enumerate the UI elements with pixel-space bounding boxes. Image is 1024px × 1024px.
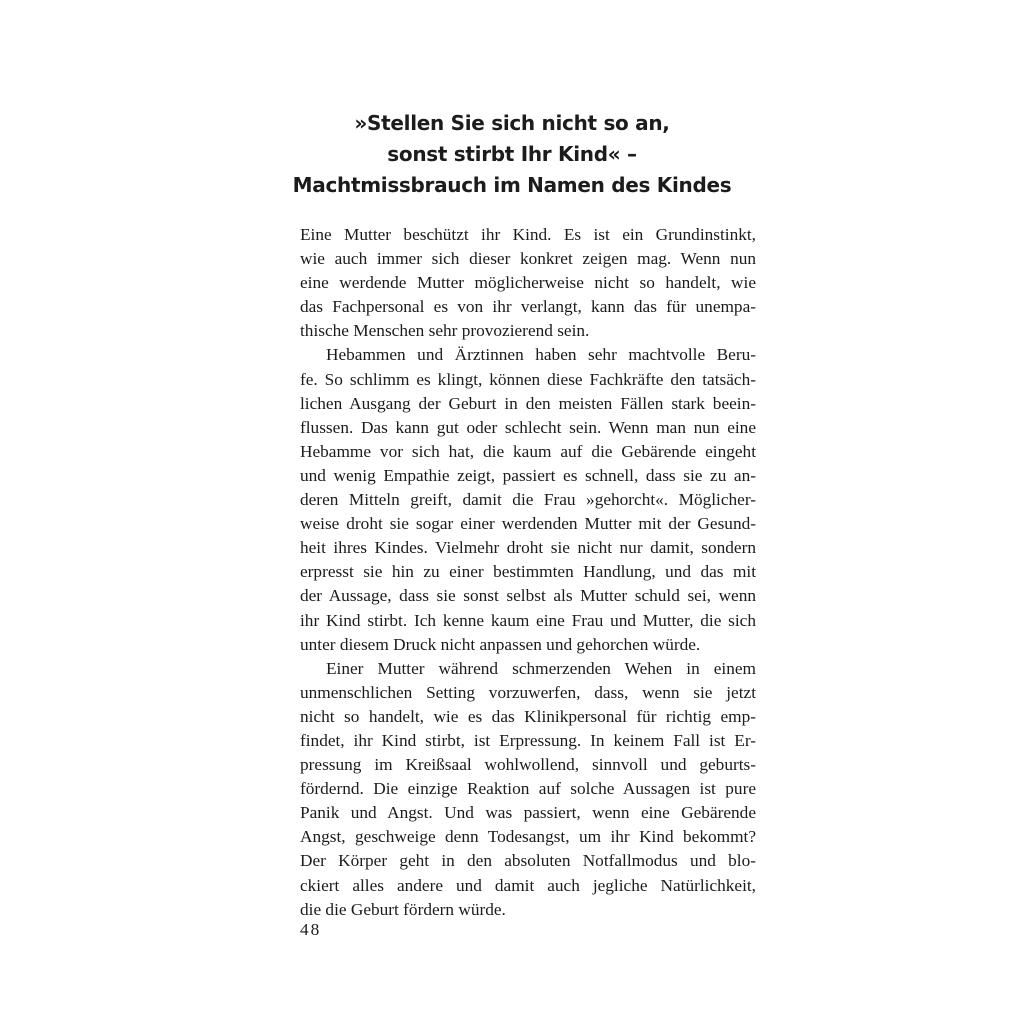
text-line: Angst, geschweige denn Todesangst, um ihr Kind bekommt? [300, 827, 756, 847]
text-line: pressung im Kreißsaal wohlwollend, sinnvoll und geburts- [300, 755, 756, 775]
text-line: wie auch immer sich dieser konkret zeigen mag. Wenn nun [300, 249, 756, 269]
text-line: deren Mitteln greift, damit die Frau »gehorcht«. Möglicher- [300, 490, 756, 510]
chapter-heading-line-1: »Stellen Sie sich nicht so an, [354, 111, 670, 135]
text-line: flussen. Das kann gut oder schlecht sein. Wenn man nun eine [300, 417, 756, 437]
chapter-heading-line-3: Machtmissbrauch im Namen des Kindes [292, 173, 732, 197]
text-line: Eine Mutter beschützt ihr Kind. Es ist ein Grundinstinkt, [300, 225, 756, 244]
text-line: erpresst sie hin zu einer bestimmten Handlung, und das mit [300, 562, 756, 582]
text-line: weise droht sie sogar einer werdenden Mutter mit der Gesund- [300, 514, 756, 534]
text-line: fe. So schlimm es klingt, können diese Fachkräfte den tatsäch- [300, 369, 756, 389]
text-line: ckiert alles andere und damit auch jegliche Natürlichkeit, [300, 875, 756, 895]
text-line: nicht so handelt, wie es das Klinikpersonal für richtig emp- [300, 706, 756, 726]
text-line: Einer Mutter während schmerzenden Wehen in einem [326, 658, 756, 678]
text-line: lichen Ausgang der Geburt in den meisten Fällen stark beein- [300, 393, 756, 413]
text-line: fördernd. Die einzige Reaktion auf solche Aussagen ist pure [300, 779, 756, 799]
paragraph-1 [300, 223, 756, 343]
chapter-heading-line-2: sonst stirbt Ihr Kind« – [387, 142, 637, 166]
text-line: der Aussage, dass sie sonst selbst als Mutter schuld sei, wenn [300, 586, 756, 606]
text-line: und wenig Empathie zeigt, passiert es schnell, dass sie zu an- [300, 465, 756, 485]
text-line: unter diesem Druck nicht anpassen und gehorchen würde. [300, 634, 701, 654]
text-line: findet, ihr Kind stirbt, ist Erpressung. In keinem Fall ist Er- [300, 730, 756, 750]
page-number: 48 [300, 920, 322, 939]
text-line: heit ihres Kindes. Vielmehr droht sie nicht nur damit, sondern [300, 538, 756, 558]
text-line: Hebammen und Ärztinnen haben sehr machtvolle Beru- [326, 345, 756, 365]
text-line: ihr Kind stirbt. Ich kenne kaum eine Frau und Mutter, die sich [300, 610, 756, 630]
chapter-heading [240, 108, 784, 201]
paragraph-3 [300, 657, 756, 922]
text-line: Der Körper geht in den absoluten Notfallmodus und blo- [300, 851, 756, 871]
text-line: thische Menschen sehr provozierend sein. [300, 321, 590, 341]
text-line: Hebamme vor sich hat, die kaum auf die Gebärende eingeht [300, 441, 756, 461]
text-line: eine werdende Mutter möglicherweise nicht so handelt, wie [300, 273, 756, 293]
text-line: das Fachpersonal es von ihr verlangt, kann das für unempa- [300, 297, 756, 317]
text-line: die die Geburt fördern würde. [300, 899, 506, 919]
body-text [300, 223, 756, 922]
paragraph-2 [300, 343, 756, 656]
text-line: Panik und Angst. Und was passiert, wenn eine Gebärende [300, 803, 756, 823]
text-line: unmenschlichen Setting vorzuwerfen, dass, wenn sie jetzt [300, 682, 756, 702]
